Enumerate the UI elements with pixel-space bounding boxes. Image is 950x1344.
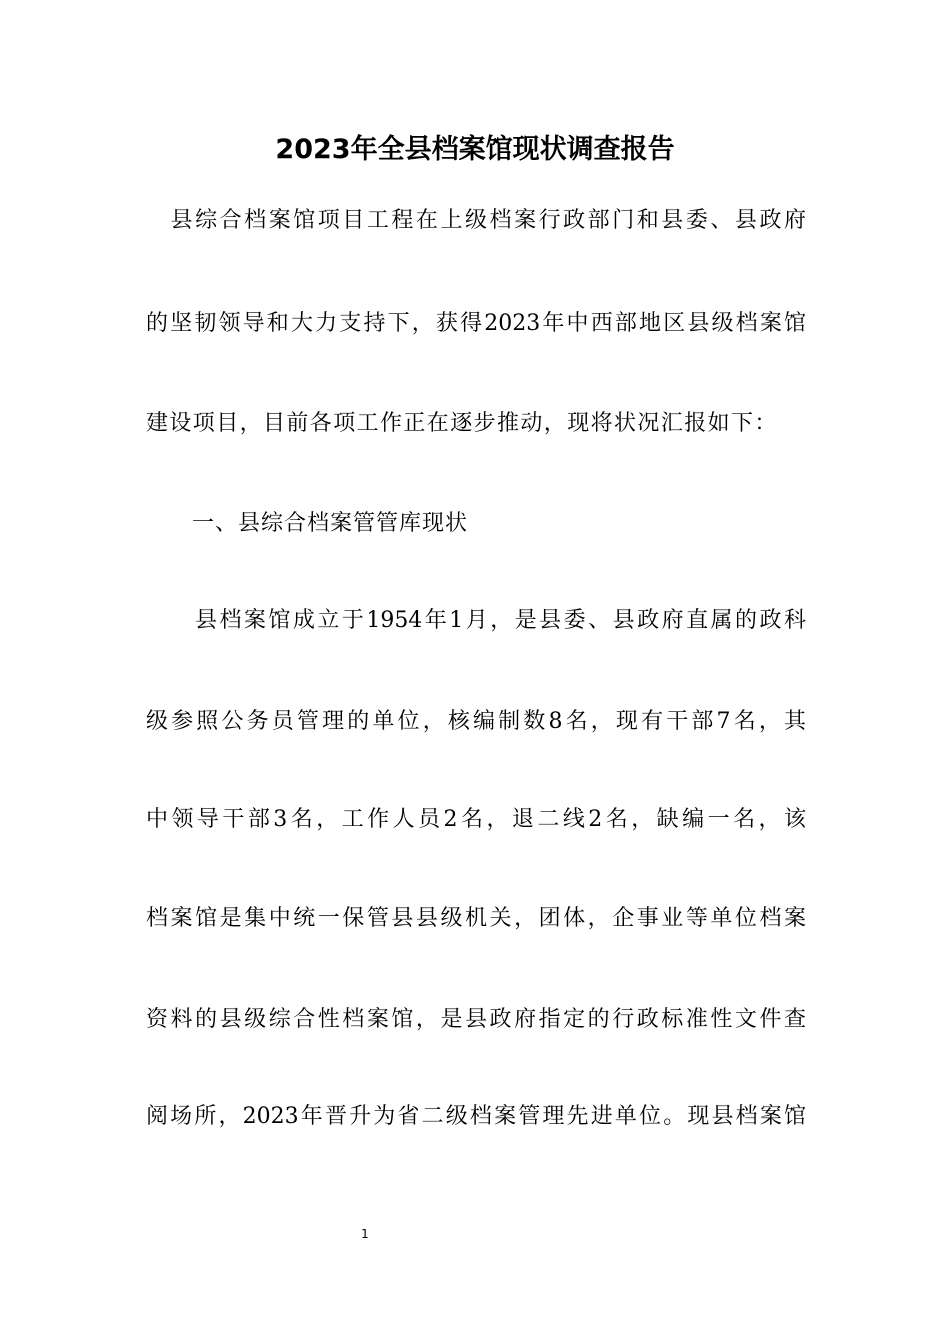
paragraph-line: 档案馆是集中统一保管县县级机关，团体，企事业等单位档案 (146, 906, 806, 931)
section-heading: 一、县综合档案管管库现状 (146, 511, 469, 536)
document-title: 2023年全县档案馆现状调查报告 (275, 134, 675, 165)
paragraph-line: 资料的县级综合性档案馆，是县政府指定的行政标准性文件查 (146, 1007, 806, 1032)
page-number: 1 (361, 1227, 369, 1241)
paragraph-line: 县档案馆成立于1954年1月，是县委、县政府直属的政科 (146, 608, 806, 633)
paragraph-line: 阅场所，2023年晋升为省二级档案管理先进单位。现县档案馆 (146, 1104, 806, 1129)
paragraph-line: 县综合档案馆项目工程在上级档案行政部门和县委、县政府 (146, 208, 806, 233)
paragraph-line: 建设项目，目前各项工作正在逐步推动，现将状况汇报如下： (146, 411, 778, 436)
paragraph-line: 中领导干部3名，工作人员2名，退二线2名，缺编一名，该 (146, 807, 806, 832)
paragraph-line: 级参照公务员管理的单位，核编制数8名，现有干部7名，其 (146, 709, 806, 734)
paragraph-line: 的坚韧领导和大力支持下，获得2023年中西部地区县级档案馆 (146, 311, 806, 336)
